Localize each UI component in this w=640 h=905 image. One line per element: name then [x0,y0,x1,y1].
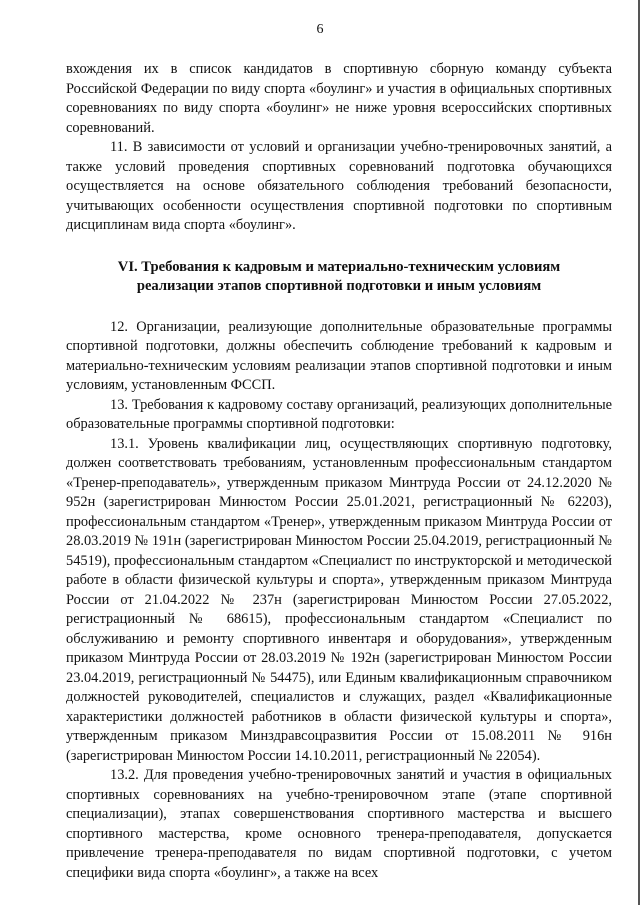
document-body [66,60,612,883]
paragraph-13-1: 13.1. Уровень квалификации лиц, осуществляющих спортивную подготовку, должен соответствовать требованиям, установленным профессиональным стандартом «Тренер-преподаватель», утвержденным приказом Минтруда России от 24.12.2020 № 952н (зарегистрирован Минюстом России 25.01.2021, регистрационный № 62203), профессиональным стандартом «Тренер», утвержденным приказом Минтруда России от 28.03.2019 № 191н (зарегистрирован Минюстом России 25.04.2019, регистрационный № 54519), профессиональным стандартом «Специалист по инструкторской и методической работе в области физической культуры и спорта», утвержденным приказом Минтруда России от 21.04.2022 № 237н (зарегистрирован Минюстом России 27.05.2022, регистрационный № 68615), профессиональным стандартом «Специалист по обслуживанию и ремонту спортивного инвентаря и оборудования», утвержденным приказом Минтруда России от 28.03.2019 № 192н (зарегистрирован Минюстом России 23.04.2019, регистрационный № 54475), или Единым квалификационным справочником должностей руководителей, специалистов и служащих, раздел «Квалификационные характеристики должностей работников в области физической культуры и спорта», утвержденным приказом Минздравсоцразвития России от 15.08.2011 № 916н (зарегистрирован Минюстом России 14.10.2011, регистрационный № 22054). [66,435,612,764]
paragraph-13: 13. Требования к кадровому составу организаций, реализующих дополнительные образовательные программы спортивной подготовки: [66,396,612,432]
paragraph-12: 12. Организации, реализующие дополнительные образовательные программы спортивной подготовки, должны обеспечить соблюдение требований к кадровым и материально-техническим условиям реализации этапов спортивной подготовки и иным условиям, установленным ФССП. [66,318,612,393]
paragraph-continuation: вхождения их в список кандидатов в спортивную сборную команду субъекта Российской Федерации по виду спорта «боулинг» и участия в официальных спортивных соревнованиях по виду спорта «боулинг» не ниже уровня всероссийских спортивных соревнований. [66,61,612,136]
paragraph-13-2: 13.2. Для проведения учебно-тренировочных занятий и участия в официальных спортивных соревнованиях на учебно-тренировочном этапе (этапе спортивной специализации), этапах совершенствования спортивного мастерства и высшего спортивного мастерства, кроме основного тренера-преподавателя, допускается привлечение тренера-преподавателя по видам спортивной подготовки, с учетом специфики вида спорта «боулинг», а также на всех [66,767,612,881]
section-heading: VI. Требования к кадровым и материально-техническим условиям реализации этапов спортивной подготовки и иным условиям [117,258,561,294]
page-number: 6 [316,22,324,37]
paragraph-11: 11. В зависимости от условий и организации учебно-тренировочных занятий, а также условий проведения спортивных соревнований подготовка обучающихся осуществляется на основе обязательного соблюдения требований безопасности, учитывающих особенности осуществления спортивной подготовки по спортивным дисциплинам вида спорта «боулинг». [66,139,612,233]
